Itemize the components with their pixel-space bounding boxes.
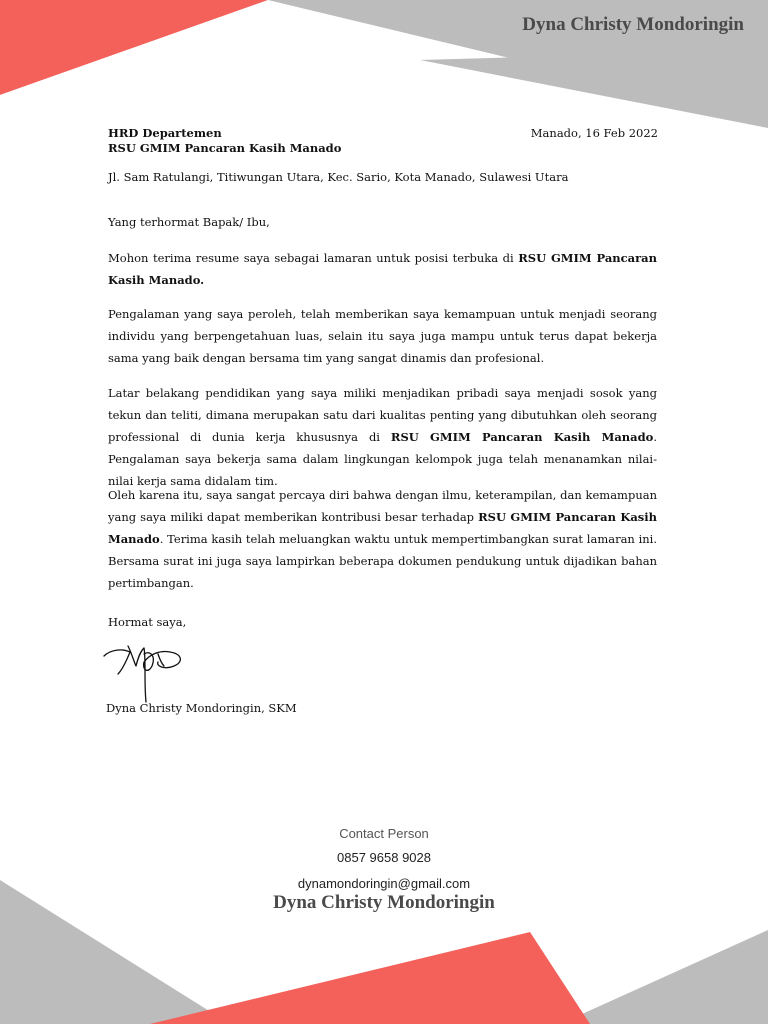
paragraph-1-org: RSU GMIM Pancaran Kasih Manado.	[108, 251, 657, 287]
bottom-red-shape	[150, 932, 590, 1024]
bottom-right-gray-shape	[560, 930, 768, 1024]
signer-name: Dyna Christy Mondoringin, SKM	[106, 701, 297, 715]
signature-image	[100, 632, 186, 704]
paragraph-3	[108, 382, 657, 492]
paragraph-2: Pengalaman yang saya peroleh, telah memberikan saya kemampuan untuk menjadi seorang individu yang berpengetahuan luas, selain itu saya juga mampu untuk terus dapat bekerja sama yang baik dengan bersama tim yang sangat dinamis dan profesional.	[108, 307, 657, 365]
recipient-address: Jl. Sam Ratulangi, Titiwungan Utara, Kec. Sario, Kota Manado, Sulawesi Utara	[108, 170, 569, 184]
closing: Hormat saya,	[108, 615, 187, 629]
paragraph-1	[108, 247, 657, 291]
paragraph-4-text-start: Oleh karena itu, saya sangat percaya diri bahwa dengan ilmu, keterampilan, dan kemampuan yang saya miliki dapat memberikan kontribusi besar terhadap	[108, 488, 657, 524]
letter-date: Manado, 16 Feb 2022	[530, 126, 658, 140]
contact-label: Contact Person	[339, 826, 429, 841]
paragraph-1-text: Mohon terima resume saya sebagai lamaran untuk posisi terbuka di	[108, 251, 519, 265]
paragraph-4-text-end: . Terima kasih telah meluangkan waktu untuk mempertimbangkan surat lamaran ini. Bersama surat ini juga saya lampirkan beberapa dokumen pendukung untuk dijadikan bahan pertimbangan.	[108, 532, 657, 590]
paragraph-3-text-end: . Pengalaman saya bekerja sama dalam lingkungan kelompok juga telah menanamkan nilai-nilai kerja sama didalam tim.	[108, 430, 657, 488]
header-name: Dyna Christy Mondoringin	[522, 14, 744, 35]
paragraph-3-text-start: Latar belakang pendidikan yang saya miliki menjadikan pribadi saya menjadi sosok yang tekun dan teliti, dimana merupakan satu dari kualitas penting yang dibutuhkan oleh seorang professional di dunia kerja khususnya di	[108, 386, 657, 444]
paragraph-3-org: RSU GMIM Pancaran Kasih Manado	[390, 430, 654, 444]
contact-email[interactable]: dynamondoringin@gmail.com	[297, 876, 471, 891]
salutation: Yang terhormat Bapak/ Ibu,	[108, 215, 270, 229]
paragraph-4	[108, 484, 657, 594]
paragraph-4-org: RSU GMIM Pancaran Kasih Manado	[108, 510, 657, 546]
footer-name: Dyna Christy Mondoringin	[273, 892, 495, 913]
recipient-organization: RSU GMIM Pancaran Kasih Manado	[108, 141, 342, 155]
recipient-department: HRD Departemen	[108, 126, 222, 140]
contact-phone: 0857 9658 9028	[337, 850, 431, 865]
